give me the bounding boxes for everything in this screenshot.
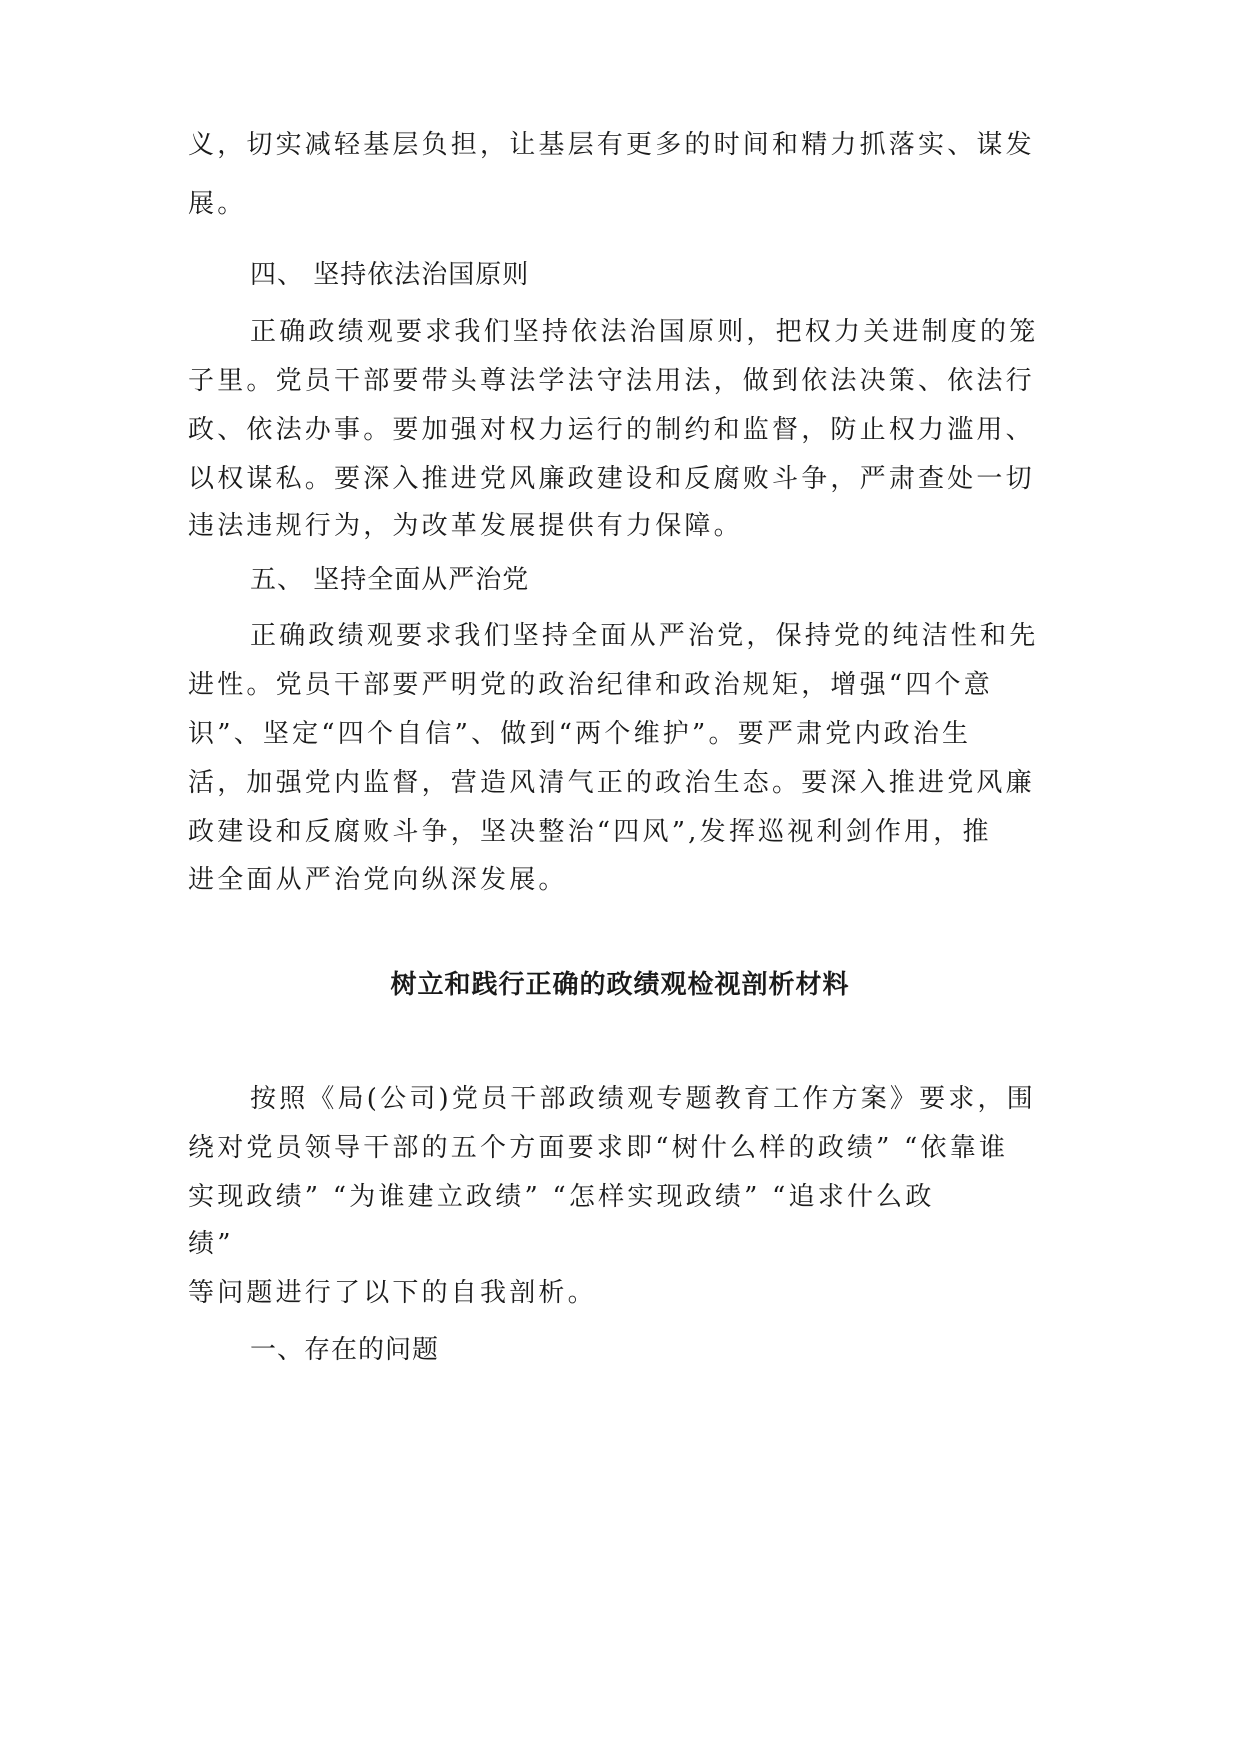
paragraph-line: 正确政绩观要求我们坚持全面从严治党，保持党的纯洁性和先 — [250, 621, 1039, 651]
document-title: 树立和践行正确的政绩观检视剖析材料 — [390, 970, 850, 1000]
section-heading-4: 四、 坚持依法治国原则 — [250, 260, 530, 290]
paragraph-line: 违法违规行为，为改革发展提供有力保障。 — [188, 511, 743, 541]
paragraph-line: 活，加强党内监督，营造风清气正的政治生态。要深入推进党风廉 — [188, 768, 1035, 798]
section-heading-5: 五、 坚持全面从严治党 — [250, 565, 530, 595]
paragraph-line: 进性。党员干部要严明党的政治纪律和政治规矩，增强“四个意 — [188, 670, 993, 700]
paragraph-line: 绕对党员领导干部的五个方面要求即“树什么样的政绩” “依靠谁 — [188, 1133, 1009, 1163]
paragraph-line: 识”、坚定“四个自信”、做到“两个维护”。要严肃党内政治生 — [188, 719, 972, 749]
paragraph-line: 政、依法办事。要加强对权力运行的制约和监督，防止权力滥用、 — [188, 415, 1035, 445]
paragraph-line: 子里。党员干部要带头尊法学法守法用法，做到依法决策、依法行 — [188, 366, 1035, 396]
section-heading-problems: 一、存在的问题 — [250, 1335, 440, 1365]
paragraph-line: 等问题进行了以下的自我剖析。 — [188, 1278, 597, 1308]
paragraph-line: 政建设和反腐败斗争，坚决整治“四风”,发挥巡视利剑作用，推 — [188, 817, 992, 847]
paragraph-line: 正确政绩观要求我们坚持依法治国原则，把权力关进制度的笼 — [250, 317, 1039, 347]
paragraph-line: 按照《局(公司)党员干部政绩观专题教育工作方案》要求，围 — [250, 1084, 1036, 1114]
paragraph-line: 实现政绩” “为谁建立政绩” “怎样实现政绩” “追求什么政 — [188, 1182, 935, 1212]
paragraph-line: 进全面从严治党向纵深发展。 — [188, 865, 568, 895]
paragraph-line: 以权谋私。要深入推进党风廉政建设和反腐败斗争，严肃查处一切 — [188, 464, 1035, 494]
paragraph-line: 绩” — [188, 1229, 234, 1259]
paragraph-line: 义，切实减轻基层负担，让基层有更多的时间和精力抓落实、谋发 — [188, 130, 1035, 160]
paragraph-line: 展。 — [188, 189, 247, 219]
